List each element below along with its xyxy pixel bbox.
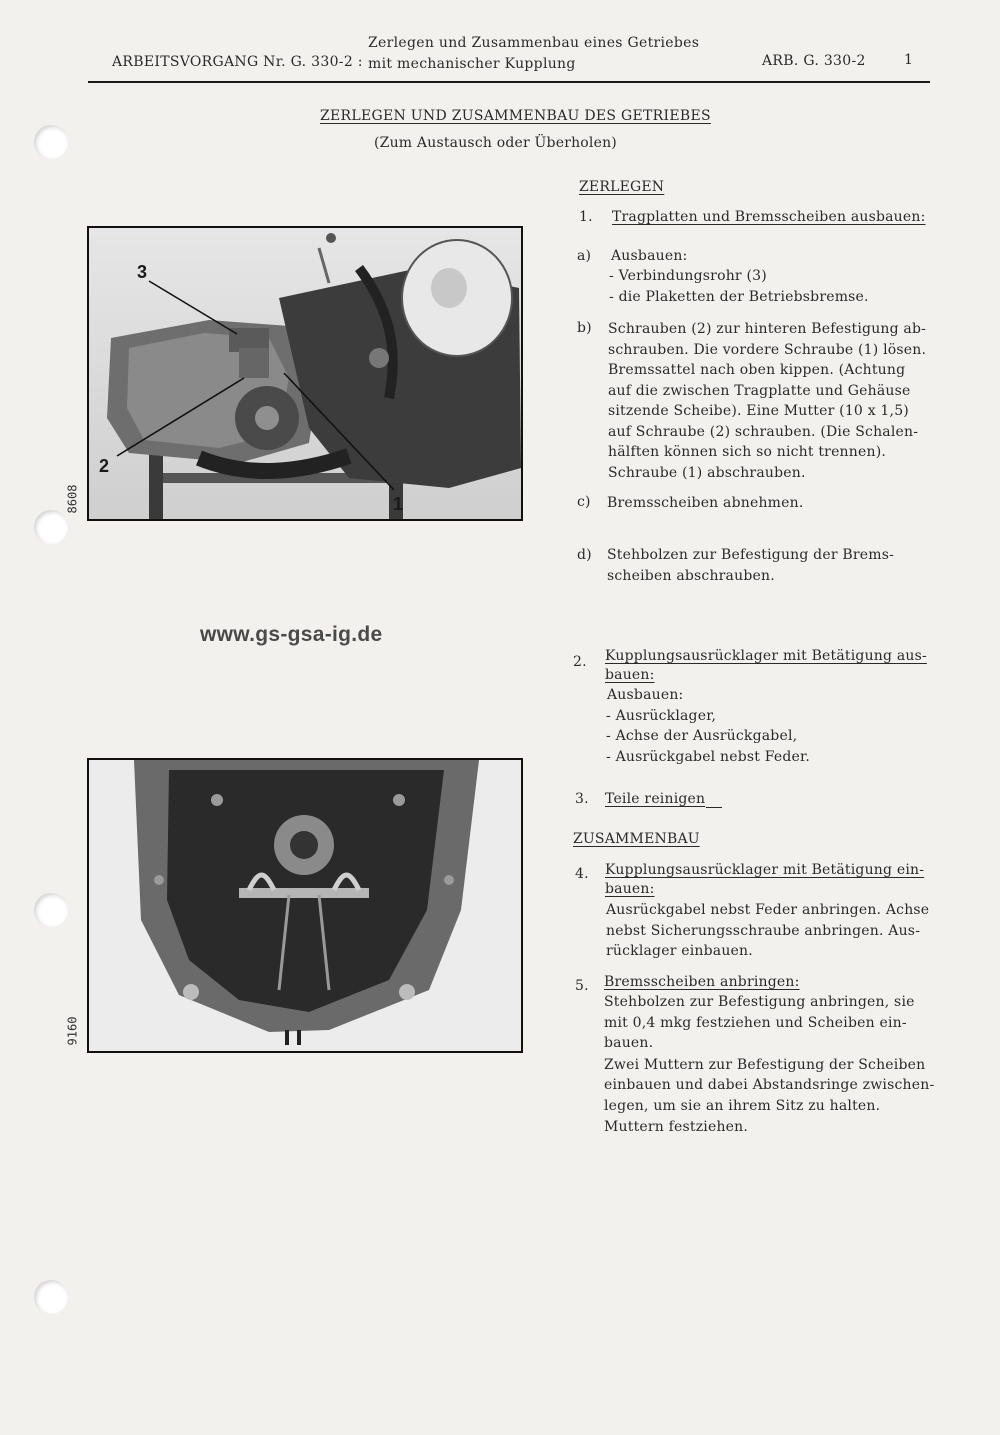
step-4-title-line-1: Kupplungsausrücklager mit Betätigung ein- <box>605 862 925 878</box>
step-1c-text: Bremsscheiben abnehmen. <box>607 495 804 511</box>
step-1a-label: a) <box>577 248 592 264</box>
watermark-url: www.gs-gsa-ig.de <box>200 623 383 646</box>
step-4-title-line-2: bauen: <box>605 881 655 897</box>
header-left-label: ARBEITSVORGANG Nr. G. 330-2 : <box>112 54 363 70</box>
step-1-title: Tragplatten und Bremsscheiben ausbauen: <box>612 209 926 225</box>
step-2-line-4: - Ausrückgabel nebst Feder. <box>606 749 811 765</box>
step-5-line-6: legen, um sie an ihrem Sitz zu halten. <box>604 1098 881 1114</box>
step-2-line-3: - Achse der Ausrückgabel, <box>606 728 798 744</box>
step-1a-line-3: - die Plaketten der Betriebsbremse. <box>609 289 869 305</box>
step-1b-line-5: sitzende Scheibe). Eine Mutter (10 x 1,5) <box>608 403 909 419</box>
step-5-line-3: bauen. <box>604 1035 654 1051</box>
header-title-line2: mit mechanischer Kupplung <box>368 56 576 72</box>
step-1b-line-8: Schraube (1) abschrauben. <box>608 465 806 481</box>
step-2-line-1: Ausbauen: <box>607 687 684 703</box>
step-4-line-2: nebst Sicherungsschraube anbringen. Aus- <box>606 923 921 939</box>
heading-zerlegen: ZERLEGEN <box>579 179 665 195</box>
step-5-line-2: mit 0,4 mkg festziehen und Scheiben ein- <box>604 1015 907 1031</box>
punch-hole-1 <box>34 125 68 159</box>
heading-zusammenbau: ZUSAMMENBAU <box>573 831 700 847</box>
step-2-title-line-1: Kupplungsausrücklager mit Betätigung aus- <box>605 648 927 664</box>
step-1b-line-1: Schrauben (2) zur hinteren Befestigung ab- <box>608 321 927 337</box>
gearbox-illustration <box>89 228 521 519</box>
step-1d-line-2: scheiben abschrauben. <box>607 568 775 584</box>
subtitle: (Zum Austausch oder Überholen) <box>374 135 617 151</box>
step-5-line-4: Zwei Muttern zur Befestigung der Scheiben <box>604 1057 926 1073</box>
figure-gearbox-photo <box>87 226 523 521</box>
step-1b-line-4: auf die zwischen Tragplatte und Gehäuse <box>608 383 911 399</box>
step-5-title: Bremsscheiben anbringen: <box>604 974 800 990</box>
step-2-title-line-2: bauen: <box>605 667 655 683</box>
step-3-title-rule <box>706 807 722 808</box>
header-right-label: ARB. G. 330-2 <box>762 53 866 69</box>
step-1c-label: c) <box>577 494 591 510</box>
step-1b-line-3: Bremssattel nach oben kippen. (Achtung <box>608 362 906 378</box>
callout-3: 3 <box>137 262 148 282</box>
step-1b-line-7: hälften können sich so nicht trennen). <box>608 444 887 460</box>
callout-1: 1 <box>393 494 404 514</box>
step-5-number: 5. <box>575 978 589 994</box>
step-1-number: 1. <box>579 209 593 225</box>
step-1b-line-2: schrauben. Die vordere Schraube (1) lösen. <box>608 342 927 358</box>
main-title: ZERLEGEN UND ZUSAMMENBAU DES GETRIEBES <box>320 108 711 124</box>
figure-2-number: 9160 <box>65 1016 80 1046</box>
figure-clutch-housing-photo <box>87 758 523 1053</box>
step-4-number: 4. <box>575 866 589 882</box>
clutch-housing-illustration <box>89 760 521 1051</box>
step-2-number: 2. <box>573 654 587 670</box>
step-3-number: 3. <box>575 791 589 807</box>
step-5-line-1: Stehbolzen zur Befestigung anbringen, sie <box>604 994 915 1010</box>
step-2-line-2: - Ausrücklager, <box>606 708 717 724</box>
step-1b-line-6: auf Schraube (2) schrauben. (Die Schalen- <box>608 424 919 440</box>
step-1d-label: d) <box>577 547 592 563</box>
header-rule <box>88 81 930 83</box>
step-5-line-7: Muttern festziehen. <box>604 1119 749 1135</box>
punch-hole-2 <box>34 510 68 544</box>
step-3-title: Teile reinigen <box>605 791 706 807</box>
step-5-line-5: einbauen und dabei Abstandsringe zwischen- <box>604 1077 935 1093</box>
step-4-line-3: rücklager einbauen. <box>606 943 753 959</box>
punch-hole-3 <box>34 893 68 927</box>
step-1d-line-1: Stehbolzen zur Befestigung der Brems- <box>607 547 895 563</box>
step-4-line-1: Ausrückgabel nebst Feder anbringen. Achse <box>606 902 930 918</box>
figure-1-number: 8608 <box>65 484 80 514</box>
step-1a-line-1: Ausbauen: <box>611 248 688 264</box>
step-1a-line-2: - Verbindungsrohr (3) <box>609 268 767 284</box>
punch-hole-4 <box>34 1280 68 1314</box>
step-1b-label: b) <box>577 320 592 336</box>
page-number: 1 <box>904 52 914 68</box>
callout-2: 2 <box>99 456 110 476</box>
header-title-line1: Zerlegen und Zusammenbau eines Getriebes <box>368 35 700 51</box>
